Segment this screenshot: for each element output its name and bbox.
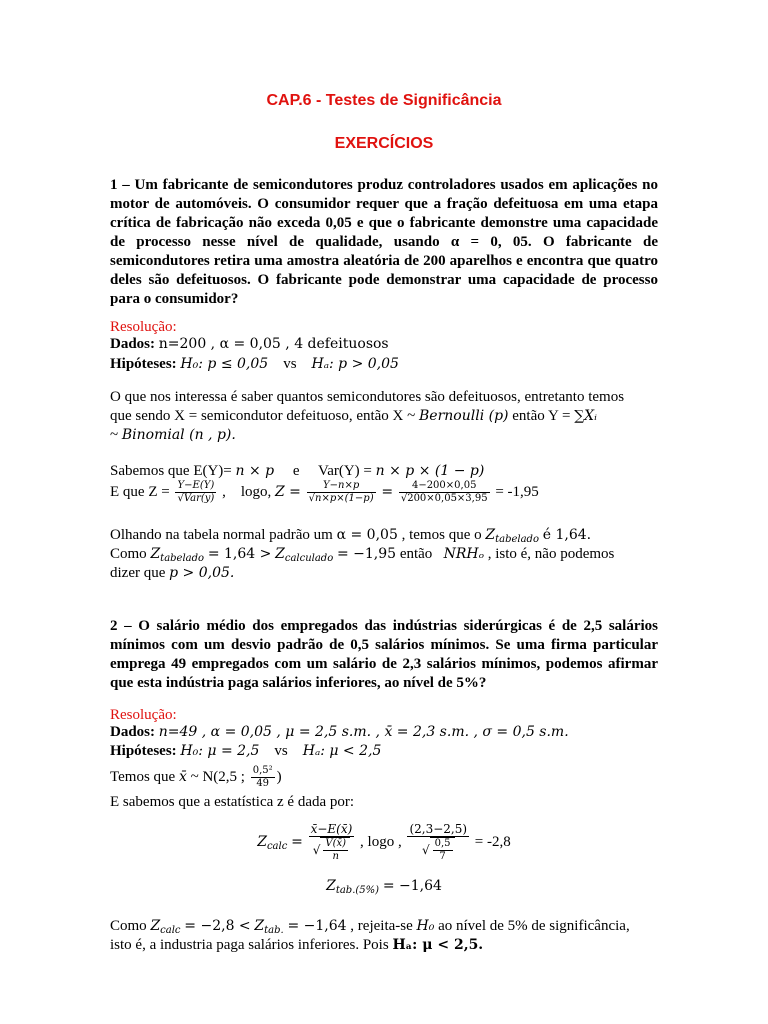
z-subscript: tab.: [264, 925, 284, 936]
z-calc-equation: [0, 822, 768, 863]
text-span: Temos que: [110, 769, 176, 785]
sqrt-radicand: [320, 837, 350, 863]
math-span: = 1,64 >: [207, 546, 272, 562]
fraction-numerator: 0,5: [434, 838, 451, 849]
text-span: ~: [110, 427, 119, 443]
fraction-denominator: √ $\frac{V(x̄)}{n}$: [309, 837, 355, 863]
text-span: Como: [110, 918, 147, 934]
equals-sign: =: [381, 484, 394, 500]
versus-label: vs: [283, 356, 297, 372]
z-letter: Z: [150, 918, 161, 934]
alternative-hypothesis: Hₐ: p > 0,05: [311, 356, 399, 372]
z-numeric-fraction: [399, 480, 490, 505]
bernoulli-formula: Bernoulli (p): [419, 408, 509, 424]
z-tab-equation: [0, 878, 768, 896]
data-line-2: [110, 723, 569, 742]
z-fraction: [175, 480, 216, 505]
fraction-numerator: (2,3−2,5): [409, 822, 468, 836]
z-label: Z =: [275, 484, 301, 500]
z-letter: Z: [254, 918, 265, 934]
z-symbol: [485, 527, 539, 543]
hypotheses-label: Hipóteses:: [110, 743, 177, 759]
sqrt-radicand: [430, 837, 455, 863]
z-symbol: [150, 546, 204, 562]
fraction-denominator: √ $\frac{0,5}{7}$: [407, 837, 469, 863]
fraction-numerator: 4−200×0,05: [399, 480, 490, 493]
exercises-heading: EXERCÍCIOS: [334, 135, 434, 152]
z-subscript: calc: [266, 840, 288, 852]
tabulated-value: é 1,64.: [542, 527, 592, 543]
z-letter: Z: [326, 878, 336, 894]
text-span: E que Z =: [110, 484, 170, 500]
sum-formula: ∑Xᵢ: [574, 408, 597, 424]
text-span: Sabemos que E(Y)=: [110, 463, 232, 479]
alpha-value: α = 0,05: [336, 527, 398, 543]
text-span: , temos que o: [401, 527, 482, 543]
fraction-numerator: V(x̄): [325, 838, 347, 849]
data-label: Dados:: [110, 724, 156, 740]
text-span: dizer que: [110, 565, 166, 581]
text-span: logo,: [240, 484, 272, 500]
hypotheses-line-2: [110, 742, 381, 761]
data-label: Dados:: [110, 336, 156, 352]
z-symbol: [254, 918, 283, 934]
text-span: então: [399, 546, 433, 562]
fraction-denominator: 7: [439, 851, 446, 862]
variance-fraction: [251, 765, 275, 790]
paragraph-1-line-2: [110, 407, 597, 426]
z-subscript: calc: [160, 925, 181, 936]
z-statistic-line: [110, 478, 539, 506]
z-symbol: [257, 834, 287, 850]
equals-sign: =: [291, 833, 303, 850]
resolution-label-1: Resolução:: [110, 319, 177, 335]
text-span: , rejeita-se: [350, 918, 413, 934]
math-span: p > 0,05.: [169, 565, 235, 581]
text-span: Var(Y) =: [318, 463, 372, 479]
fraction-numerator: x̄−E(x̄): [310, 822, 353, 836]
data-values: n=200 , α = 0,05 , 4 defeituosos: [158, 336, 389, 352]
text-span: ,: [222, 484, 226, 500]
variance-formula: n × p × (1 − p): [375, 463, 485, 479]
null-hypothesis: H₀: μ = 2,5: [180, 743, 260, 759]
text-span: , logo ,: [360, 833, 402, 850]
math-span: = −1,95: [336, 546, 397, 562]
conclusion-2-line-2: [110, 936, 483, 955]
text-span: Olhando na tabela normal padrão um: [110, 527, 333, 543]
z-subscript: tabelado: [160, 553, 205, 564]
math-span: = −1,64: [382, 878, 442, 894]
z-statistic-intro: E sabemos que a estatística z é dada por:: [110, 794, 355, 810]
text-span: ): [276, 769, 282, 785]
fraction-denominator: 49: [256, 778, 270, 790]
resolution-label-2: Resolução:: [110, 707, 177, 723]
z-calc-fraction: [309, 822, 355, 863]
chapter-title: CAP.6 - Testes de Significância: [266, 92, 502, 109]
z-subscript: tab.(5%): [335, 885, 380, 896]
hypotheses-label: Hipóteses:: [110, 356, 177, 372]
z-result: = -1,95: [495, 484, 539, 500]
fraction-denominator: √n×p×(1−p): [308, 493, 374, 505]
paragraph-1-line-1: O que nos interessa é saber quantos semicondutores são defeituosos, entretanto temos: [110, 389, 625, 405]
binomial-formula: Binomial (n , p).: [121, 427, 236, 443]
conclusion-line-1: [110, 564, 234, 583]
z-subscript: calculado: [284, 553, 334, 564]
z-letter: Z: [275, 546, 285, 562]
fraction-numerator: Y−n×p: [307, 480, 376, 493]
inner-fraction: [433, 838, 453, 863]
exercise-2-statement: 2 – O salário médio dos empregados das indústrias siderúrgicas é de 2,5 salários mínimos com um desvio padrão de 0,5 salários mínimos. Se uma firma particular emprega 49 empregados com um salário de 2,3 salários mínimos, podemos afirmar que esta indústria paga salários inferiores, ao nível de 5%?: [110, 618, 658, 691]
fraction-denominator: √200×0,05×3,95: [400, 493, 488, 505]
z-letter: Z: [257, 833, 267, 850]
data-values: n=49 , α = 0,05 , μ = 2,5 s.m. , x̄ = 2,3 s.m. , σ = 0,5 s.m.: [158, 724, 569, 740]
math-span: = −2,8 <: [184, 918, 251, 934]
z-letter: Z: [150, 546, 161, 562]
null-hypothesis: H₀: p ≤ 0,05: [180, 356, 269, 372]
versus-label: vs: [274, 743, 288, 759]
z-symbol: [326, 878, 379, 894]
text-span: ~ N(2,5 ;: [190, 769, 245, 785]
math-span: Hₐ: μ < 2,5.: [392, 937, 484, 953]
fraction-numerator: 0,5²: [252, 765, 273, 777]
text-span: , isto é, não podemos: [487, 546, 615, 562]
nrh-label: NRHₒ: [443, 546, 484, 562]
fraction-numerator: Y−E(Y): [175, 480, 216, 493]
z-symbol: [275, 546, 333, 562]
z-subscript: tabelado: [495, 534, 539, 545]
text-span: Como: [110, 546, 147, 562]
text-span: ao nível de 5% de significância,: [438, 918, 630, 934]
h0-symbol: H₀: [416, 918, 435, 934]
paragraph-1-line-3: [110, 426, 236, 445]
text-span: e: [292, 463, 300, 479]
xbar-symbol: x̄: [178, 769, 187, 785]
math-span: = −1,64: [287, 918, 347, 934]
distribution-line: [110, 762, 282, 792]
text-span: isto é, a industria paga salários inferiores. Pois: [110, 937, 389, 953]
z-letter: Z: [485, 527, 496, 543]
hypotheses-line-1: [110, 355, 399, 374]
data-line-1: [110, 335, 389, 354]
z-numeric-fraction: [407, 822, 469, 863]
fraction-denominator: n: [332, 851, 339, 862]
z-symbol: [150, 918, 180, 934]
exercise-1-statement: 1 – Um fabricante de semicondutores produz controladores usados em aplicações no motor de automóveis. O consumidor requer que a fração defeituosa em uma etapa crítica de fabricação não exceda 0,05 e que o fabricante demonstre uma capacidade de processo nesse nível de qualidade, usando α = 0, 05. O fabricante de semicondutores retira uma amostra aleatória de 200 aparelhos e encontra que quatro deles são defeituosos. O fabricante pode demonstrar uma capacidade de processo para o consumidor?: [110, 177, 658, 307]
text-span: então Y =: [512, 408, 571, 424]
expectation-formula: n × p: [235, 463, 275, 479]
text-span: que sendo X = semicondutor defeituoso, então X ~: [110, 408, 416, 424]
alternative-hypothesis: Hₐ: μ < 2,5: [302, 743, 382, 759]
z-binomial-fraction: [307, 480, 376, 505]
z-result: = -2,8: [474, 833, 511, 850]
fraction-denominator: √Var(y): [177, 493, 215, 505]
inner-fraction: [323, 838, 348, 863]
